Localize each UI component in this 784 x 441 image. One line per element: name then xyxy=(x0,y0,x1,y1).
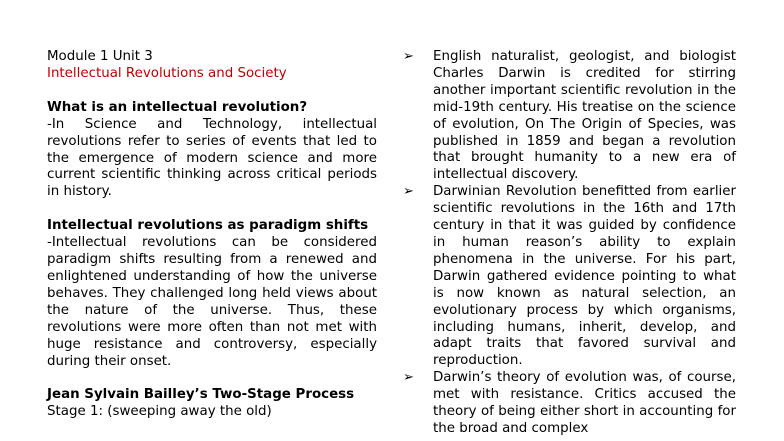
section-body: Stage 1: (sweeping away the old) xyxy=(47,404,272,420)
right-column xyxy=(403,49,736,438)
left-column xyxy=(47,49,377,421)
section-body: -In Science and Technology, intellectual revolutions refer to series of events that led to the emergence of modern science and more current scientific thinking across critical periods in history. xyxy=(47,116,377,200)
spacer xyxy=(47,83,377,100)
section-heading: What is an intellectual revolution? xyxy=(47,99,308,115)
spacer xyxy=(47,370,377,387)
bullet-item xyxy=(403,184,736,370)
bullet-item xyxy=(403,370,736,438)
module-label: Module 1 Unit 3 xyxy=(47,49,153,64)
document-title: Intellectual Revolutions and Society xyxy=(47,65,287,81)
arrow-bullet-icon: ➢ xyxy=(403,370,414,386)
arrow-bullet-icon: ➢ xyxy=(403,49,414,64)
bullet-text: English naturalist, geologist, and biologist Charles Darwin is credited for stirring another important scientific revolution in the mid-19th century. His treatise on the science of evolution, On The Origin of Species, was published in 1859 and began a revolution that brought humanity to a new era of intellectual discovery. xyxy=(433,49,736,183)
arrow-bullet-icon: ➢ xyxy=(403,184,414,200)
bullet-text: Darwin’s theory of evolution was, of course, met with resistance. Critics accused the theory of being either short in accounting for the broad and complex xyxy=(433,370,736,436)
section-heading: Jean Sylvain Bailley’s Two-Stage Process xyxy=(47,387,355,403)
section-heading: Intellectual revolutions as paradigm shifts xyxy=(47,218,369,234)
bullet-text: Darwinian Revolution benefitted from earlier scientific revolutions in the 16th and 17th century in that it was guided by confidence in human reason’s ability to explain phenomena in the universe. For his part, Darwin gathered evidence pointing to what is now known as natural selection, an evolutionary process by which organisms, including humans, inherit, develop, and adapt traits that favored survival and reproduction. xyxy=(433,184,736,369)
bullet-item xyxy=(403,49,736,184)
spacer xyxy=(47,201,377,218)
section-body: -Intellectual revolutions can be considered paradigm shifts resulting from a renewed and enlightened understanding of how the universe behaves. They challenged long held views about the nature of the universe. Thus, these revolutions were more often than not met with huge resistance and controversy, especially during their onset. xyxy=(47,235,377,369)
